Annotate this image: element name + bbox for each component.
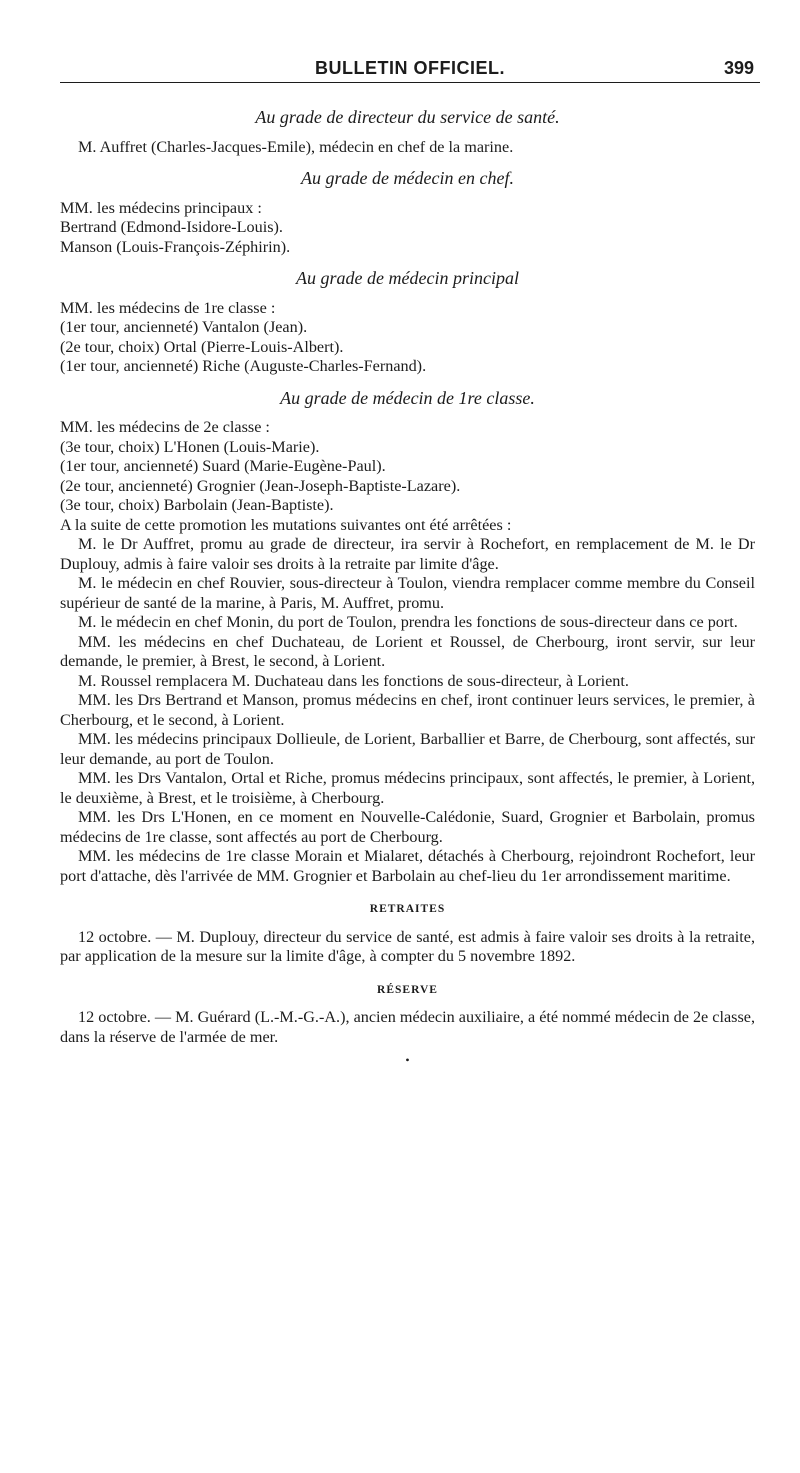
nomination-line: MM. les médecins principaux :: [60, 198, 262, 217]
mutation-paragraph: MM. les Drs Bertrand et Manson, promus médecins en chef, iront continuer leurs services, le premier, à Cherbourg, et le second, à Lorient.: [60, 691, 755, 729]
nomination-line: Manson (Louis-François-Zéphirin).: [60, 237, 291, 256]
journal-title: BULLETIN OFFICIEL.: [315, 58, 505, 78]
reserve-entry: 12 octobre. — M. Guérard (L.-M.-G.-A.), ancien médecin auxiliaire, a été nommé médecin de 2e classe, dans la réserve de l'armée de mer.: [60, 1008, 755, 1046]
mutation-paragraph: MM. les médecins de 1re classe Morain et Mialaret, détachés à Cherbourg, rejoindront Rochefort, leur port d'attache, dès l'arrivée de MM. Grognier et Barbolain au chef-lieu du 1er arrondissement maritime.: [60, 847, 755, 885]
mutation-paragraph: MM. les Drs L'Honen, en ce moment en Nouvelle-Calédonie, Suard, Grognier et Barbolain, promus médecins de 1re classe, sont affectés au port de Cherbourg.: [60, 808, 755, 846]
mutation-paragraph: M. le médecin en chef Rouvier, sous-directeur à Toulon, viendra remplacer comme membre du Conseil supérieur de santé de la marine, à Paris, M. Auffret, promu.: [60, 574, 755, 612]
mutation-paragraph: MM. les médecins principaux Dollieule, de Lorient, Barballier et Barre, de Cherbourg, sont affectés, sur leur demande, au port de Toulon.: [60, 730, 755, 768]
nomination-line: (1er tour, ancienneté) Suard (Marie-Eugène-Paul).: [60, 457, 386, 475]
section-heading-medecin-principal: Au grade de médecin principal: [296, 268, 519, 288]
mutation-paragraph: M. Roussel remplacera M. Duchateau dans les fonctions de sous-directeur, à Lorient.: [78, 671, 629, 690]
nomination-line: (2e tour, ancienneté) Grognier (Jean-Joseph-Baptiste-Lazare).: [60, 476, 461, 495]
section-heading-medecin-en-chef: Au grade de médecin en chef.: [301, 168, 514, 188]
nomination-line: M. Auffret (Charles-Jacques-Emile), médecin en chef de la marine.: [78, 137, 514, 156]
mutation-paragraph: M. le médecin en chef Monin, du port de Toulon, prendra les fonctions de sous-directeur dans ce port.: [78, 613, 738, 631]
mutation-paragraph: A la suite de cette promotion les mutations suivantes ont été arrêtées :: [60, 515, 512, 534]
body-text: [60, 108, 755, 1071]
nomination-line: MM. les médecins de 1re classe :: [60, 298, 276, 317]
retraites-heading: RETRAITES: [369, 903, 446, 915]
page-number: 399: [723, 58, 754, 78]
mutation-paragraph: MM. les médecins en chef Duchateau, de Lorient et Roussel, de Cherbourg, iront servir, sur leur demande, le premier, à Brest, le second, à Lorient.: [60, 632, 755, 670]
nomination-line: (1er tour, ancienneté) Riche (Auguste-Charles-Fernand).: [60, 357, 427, 375]
end-bullet: •: [405, 1053, 410, 1067]
nomination-line: MM. les médecins de 2e classe :: [60, 418, 270, 436]
nomination-line: (2e tour, choix) Ortal (Pierre-Louis-Albert).: [60, 337, 344, 356]
nomination-line: Bertrand (Edmond-Isidore-Louis).: [60, 218, 283, 236]
reserve-heading: RÉSERVE: [377, 983, 438, 996]
nomination-line: (3e tour, choix) Barbolain (Jean-Baptiste).: [60, 496, 334, 514]
retraites-entry: 12 octobre. — M. Duplouy, directeur du service de santé, est admis à faire valoir ses droits à la retraite, par application de la mesure sur la limite d'âge, à compter du 5 novembre 1892.: [60, 927, 755, 965]
nomination-line: (1er tour, ancienneté) Vantalon (Jean).: [60, 318, 308, 336]
section-heading-medecin-1re-classe: Au grade de médecin de 1re classe.: [280, 387, 535, 408]
nomination-line: (3e tour, choix) L'Honen (Louis-Marie).: [60, 437, 320, 456]
section-heading-directeur: Au grade de directeur du service de santé.: [255, 107, 560, 127]
running-header: [60, 58, 760, 83]
mutation-paragraph: MM. les Drs Vantalon, Ortal et Riche, promus médecins principaux, sont affectés, le premier, à Lorient, le deuxième, à Brest, et le troisième, à Cherbourg.: [60, 769, 755, 807]
mutation-paragraph: M. le Dr Auffret, promu au grade de directeur, ira servir à Rochefort, en remplacement de M. le Dr Duplouy, admis à faire valoir ses droits à la retraite par limite d'âge.: [60, 535, 755, 573]
